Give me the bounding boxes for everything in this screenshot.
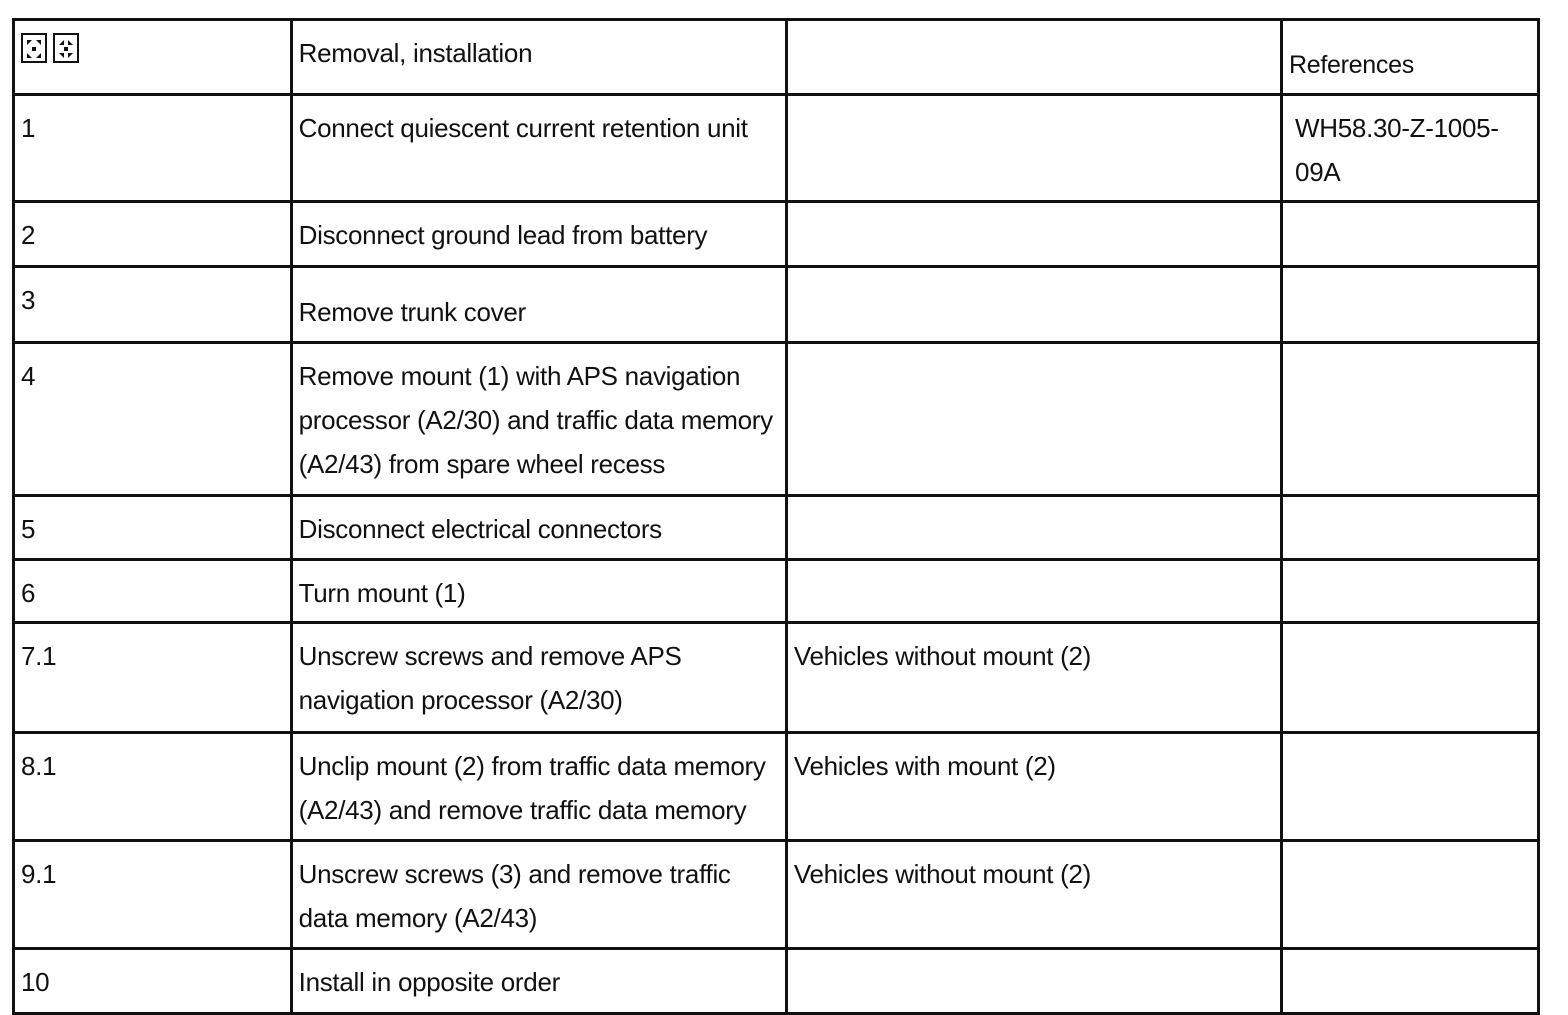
action-text: Install in opposite order — [298, 967, 560, 997]
note-text — [794, 344, 1274, 360]
step-number: 5 — [21, 514, 36, 544]
step-number: 1 — [21, 113, 36, 143]
table-row — [14, 623, 1539, 733]
note-text — [794, 268, 1274, 284]
action-text: Disconnect ground lead from battery — [298, 220, 708, 250]
note-text — [794, 950, 1274, 966]
note-text — [794, 203, 1274, 219]
header-references: References — [1289, 51, 1414, 79]
reference-cell — [1282, 949, 1539, 1014]
step-cell — [14, 267, 292, 343]
step-number: 8.1 — [21, 751, 57, 781]
note-text — [794, 561, 1274, 577]
action-cell — [291, 95, 786, 202]
reference-link[interactable]: WH58.30-Z-1005-09A — [1295, 113, 1499, 187]
reference-text — [1289, 561, 1531, 577]
reference-cell — [1282, 95, 1539, 202]
note-text: Vehicles with mount (2) — [793, 751, 1056, 781]
header-icons — [21, 21, 284, 63]
action-text: Connect quiescent current retention unit — [298, 113, 748, 143]
action-text: Turn mount (1) — [298, 578, 466, 608]
step-number: 10 — [21, 967, 50, 997]
action-text: Remove mount (1) with APS navigation processor (A2/30) and traffic data memory (A2/43) from spare wheel recess — [298, 361, 773, 479]
action-text: Unclip mount (2) from traffic data memory (A2/43) and remove traffic data memory — [298, 751, 766, 825]
table-row — [14, 496, 1539, 560]
note-cell — [786, 267, 1281, 343]
step-cell — [14, 202, 292, 267]
reference-cell — [1282, 733, 1539, 841]
collapse-icon[interactable] — [53, 33, 79, 63]
step-cell — [14, 949, 292, 1014]
step-number: 3 — [21, 285, 36, 315]
note-cell — [786, 95, 1281, 202]
table-row — [14, 841, 1539, 949]
step-cell — [14, 733, 292, 841]
note-cell — [786, 343, 1281, 496]
reference-cell — [1282, 560, 1539, 623]
action-text: Remove trunk cover — [298, 297, 526, 327]
step-cell — [14, 623, 292, 733]
note-cell — [786, 733, 1281, 841]
table-row — [14, 95, 1539, 202]
reference-text — [1289, 203, 1531, 219]
reference-cell — [1282, 841, 1539, 949]
action-text: Unscrew screws and remove APS navigation processor (A2/30) — [298, 641, 682, 715]
reference-text — [1289, 842, 1531, 858]
action-cell — [291, 202, 786, 267]
step-cell — [14, 343, 292, 496]
step-number: 7.1 — [21, 641, 57, 671]
note-cell — [786, 949, 1281, 1014]
reference-text — [1289, 268, 1531, 284]
action-cell — [291, 496, 786, 560]
table-row — [14, 560, 1539, 623]
reference-cell — [1282, 202, 1539, 267]
action-cell — [291, 841, 786, 949]
note-cell — [786, 623, 1281, 733]
step-cell — [14, 841, 292, 949]
header-references-cell — [1282, 20, 1539, 95]
table-header-row — [14, 20, 1539, 95]
step-number: 4 — [21, 361, 36, 391]
note-text: Vehicles without mount (2) — [793, 859, 1091, 889]
expand-icon[interactable] — [21, 33, 47, 63]
note-cell — [786, 202, 1281, 267]
action-cell — [291, 623, 786, 733]
step-number: 6 — [21, 578, 36, 608]
note-cell — [786, 496, 1281, 560]
header-notes-cell — [786, 20, 1281, 95]
table-row — [14, 733, 1539, 841]
action-cell — [291, 343, 786, 496]
note-cell — [786, 841, 1281, 949]
note-text — [794, 497, 1274, 513]
table-row — [14, 202, 1539, 267]
step-number: 2 — [21, 220, 36, 250]
reference-text — [1289, 734, 1531, 750]
step-cell — [14, 95, 292, 202]
header-title-cell — [291, 20, 786, 95]
step-cell — [14, 496, 292, 560]
reference-cell — [1282, 623, 1539, 733]
reference-text — [1289, 344, 1531, 360]
note-text — [794, 96, 1274, 112]
reference-text — [1289, 624, 1531, 640]
table-row — [14, 267, 1539, 343]
action-cell — [291, 560, 786, 623]
action-text: Disconnect electrical connectors — [298, 514, 662, 544]
action-cell — [291, 733, 786, 841]
reference-text — [1289, 497, 1531, 513]
action-text: Unscrew screws (3) and remove traffic data memory (A2/43) — [298, 859, 731, 933]
step-number: 9.1 — [21, 859, 57, 889]
procedure-table — [12, 18, 1540, 1015]
action-cell — [291, 949, 786, 1014]
header-title: Removal, installation — [298, 38, 533, 68]
action-cell — [291, 267, 786, 343]
table-row — [14, 343, 1539, 496]
header-notes — [794, 21, 1274, 37]
reference-cell — [1282, 496, 1539, 560]
note-cell — [786, 560, 1281, 623]
step-cell — [14, 560, 292, 623]
note-text: Vehicles without mount (2) — [793, 641, 1091, 671]
header-icons-cell — [14, 20, 292, 95]
reference-text — [1289, 950, 1531, 966]
reference-cell — [1282, 343, 1539, 496]
reference-cell — [1282, 267, 1539, 343]
table-row — [14, 949, 1539, 1014]
